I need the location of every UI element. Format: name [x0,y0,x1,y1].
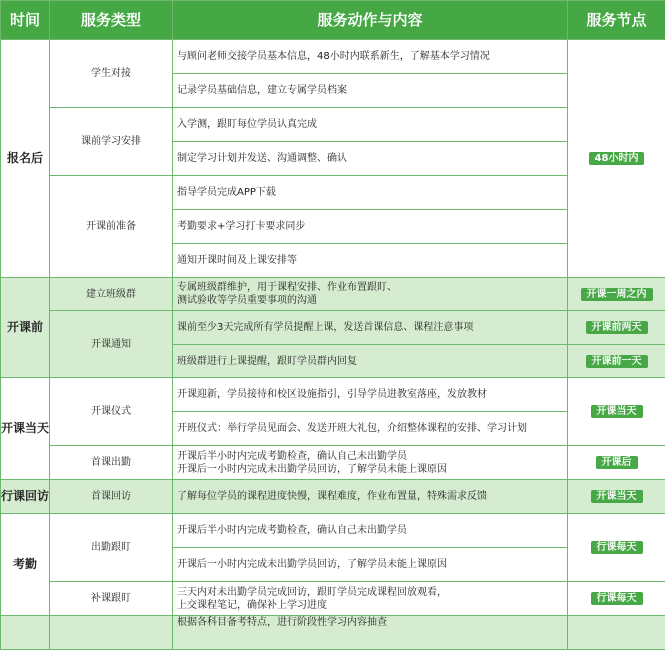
service-action: 根据各科目备考特点，进行阶段性学习内容抽查 [173,616,568,650]
service-action: 通知开课时间及上课安排等 [173,244,568,278]
service-node-cell [568,40,665,278]
section-label: 行课回访 [1,480,50,514]
table-row [1,311,665,345]
service-action: 入学测，跟盯每位学员认真完成 [173,108,568,142]
service-action: 了解每位学员的课程进度快慢，课程难度，作业布置量，特殊需求反馈 [173,480,568,514]
table-row [1,278,665,311]
service-node-cell [568,311,665,345]
service-node-cell [568,582,665,616]
node-badge: 开课一周之内 [581,288,653,301]
service-node-cell [568,480,665,514]
action-line: 专属班级群维护，用于课程安排、作业布置跟盯、 [177,282,397,293]
action-line: 三天内对未出勤学员完成回访，跟盯学员完成课程回放观看， [177,587,447,598]
header-row [1,1,665,40]
section-label: 报名后 [1,40,50,278]
service-type: 首课出勤 [50,446,173,480]
service-node-cell [568,278,665,311]
service-action: 记录学员基础信息，建立专属学员档案 [173,74,568,108]
service-type: 建立班级群 [50,278,173,311]
service-type: 首课回访 [50,480,173,514]
service-action [173,446,568,480]
table-row [1,108,665,142]
action-line: 上交课程笔记，确保补上学习进度 [177,600,327,611]
node-badge: 开课后 [596,456,638,469]
service-action: 课前至少3天完成所有学员提醒上课，发送首课信息、课程注意事项 [173,311,568,345]
service-action: 班级群进行上课提醒，跟盯学员群内回复 [173,345,568,378]
service-node-cell [568,345,665,378]
service-type: 学生对接 [50,40,173,108]
header-time: 时间 [1,1,50,40]
service-type: 补课跟盯 [50,582,173,616]
table-row [1,40,665,74]
action-line: 测试验收等学员重要事项的沟通 [177,295,317,306]
service-action: 与顾问老师交接学员基本信息，48小时内联系新生，了解基本学习情况 [173,40,568,74]
service-action: 指导学员完成APP下载 [173,176,568,210]
header-action: 服务动作与内容 [173,1,568,40]
service-type: 出勤跟盯 [50,514,173,582]
section-label: 考勤 [1,514,50,616]
service-node-cell [568,378,665,446]
service-action [173,278,568,311]
table-row [1,514,665,548]
header-node: 服务节点 [568,1,665,40]
service-action: 开课后半小时内完成考勤检查，确认自己未出勤学员 [173,514,568,548]
service-action: 开班仪式：举行学员见面会、发送开班大礼包，介绍整体课程的安排、学习计划 [173,412,568,446]
node-badge: 开课前一天 [586,355,648,368]
service-type: 开课通知 [50,311,173,378]
table-row [1,446,665,480]
table-row [1,480,665,514]
node-badge: 行课每天 [591,592,643,605]
service-action: 制定学习计划并发送、沟通调整、确认 [173,142,568,176]
service-node-cell [568,446,665,480]
service-action: 考勤要求+学习打卡要求同步 [173,210,568,244]
service-action: 开课后一小时内完成未出勤学员回访，了解学员未能上课原因 [173,548,568,582]
action-line: 开课后一小时内完成未出勤学员回访，了解学员未能上课原因 [177,464,447,475]
node-badge: 48小时内 [589,152,645,165]
section-label: 开课前 [1,278,50,378]
service-node-cell [568,514,665,582]
node-badge: 开课当天 [591,490,643,503]
section-label: 开课当天 [1,378,50,480]
node-badge: 开课当天 [591,405,643,418]
table-row [1,582,665,616]
header-type: 服务类型 [50,1,173,40]
service-type: 开课仪式 [50,378,173,446]
table-row [1,176,665,210]
service-type: 开课前准备 [50,176,173,278]
action-line: 开课后半小时内完成考勤检查，确认自己未出勤学员 [177,451,407,462]
node-badge: 行课每天 [591,541,643,554]
service-action: 开课迎新，学员接待和校区设施指引，引导学员进教室落座，发放教材 [173,378,568,412]
service-type: 课前学习安排 [50,108,173,176]
service-action [173,582,568,616]
table-row [1,378,665,412]
node-badge: 开课前两天 [586,321,648,334]
